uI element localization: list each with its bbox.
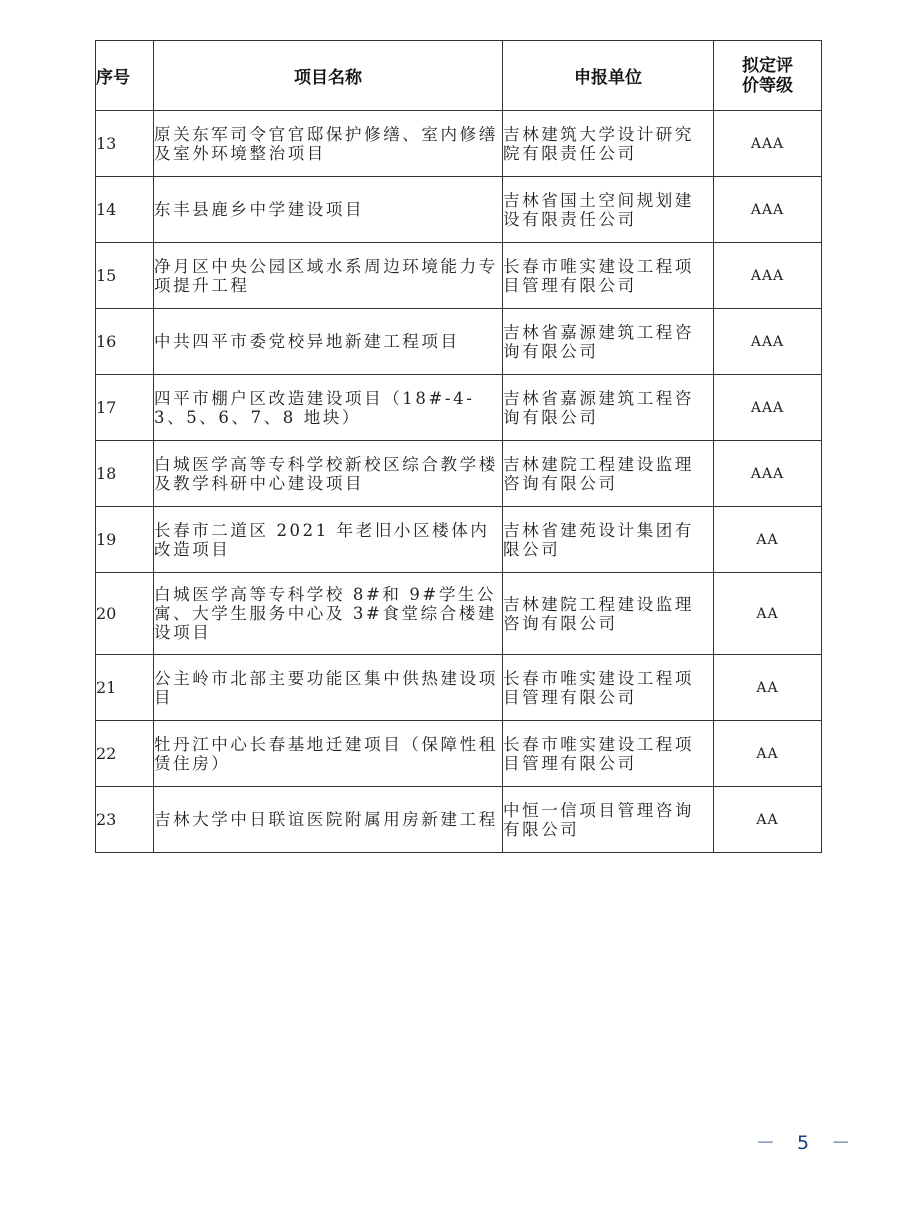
page-number: － 5 － — [756, 1132, 859, 1154]
cell-applicant-unit: 吉林建筑大学设计研究院有限责任公司 — [503, 111, 714, 177]
cell-project-name: 东丰县鹿乡中学建设项目 — [154, 177, 503, 243]
cell-grade: AAA — [714, 441, 822, 507]
cell-grade: AA — [714, 721, 822, 787]
cell-project-name: 白城医学高等专科学校新校区综合教学楼及教学科研中心建设项目 — [154, 441, 503, 507]
cell-seq: 13 — [96, 111, 154, 177]
cell-applicant-unit: 吉林建院工程建设监理咨询有限公司 — [503, 441, 714, 507]
cell-applicant-unit: 长春市唯实建设工程项目管理有限公司 — [503, 721, 714, 787]
cell-project-name: 原关东军司令官官邸保护修缮、室内修缮及室外环境整治项目 — [154, 111, 503, 177]
cell-grade: AA — [714, 787, 822, 853]
table-row — [96, 787, 822, 853]
table-header-row — [96, 41, 822, 111]
cell-grade: AAA — [714, 243, 822, 309]
cell-project-name: 四平市棚户区改造建设项目（18#-4-3、5、6、7、8 地块） — [154, 375, 503, 441]
cell-grade: AA — [714, 507, 822, 573]
cell-seq: 15 — [96, 243, 154, 309]
table-row — [96, 721, 822, 787]
cell-grade: AAA — [714, 375, 822, 441]
cell-applicant-unit: 吉林省国土空间规划建设有限责任公司 — [503, 177, 714, 243]
cell-project-name: 公主岭市北部主要功能区集中供热建设项目 — [154, 655, 503, 721]
table-row — [96, 309, 822, 375]
cell-seq: 17 — [96, 375, 154, 441]
cell-project-name: 白城医学高等专科学校 8#和 9#学生公寓、大学生服务中心及 3#食堂综合楼建设项目 — [154, 573, 503, 655]
header-project-name: 项目名称 — [154, 41, 503, 111]
cell-seq: 16 — [96, 309, 154, 375]
cell-seq: 21 — [96, 655, 154, 721]
cell-project-name: 牡丹江中心长春基地迁建项目（保障性租赁住房） — [154, 721, 503, 787]
cell-project-name: 吉林大学中日联谊医院附属用房新建工程 — [154, 787, 503, 853]
cell-seq: 20 — [96, 573, 154, 655]
cell-grade: AAA — [714, 111, 822, 177]
cell-grade: AAA — [714, 309, 822, 375]
header-seq: 序号 — [96, 41, 154, 111]
cell-seq: 19 — [96, 507, 154, 573]
header-proposed-grade: 拟定评价等级 — [714, 41, 822, 111]
cell-applicant-unit: 吉林省建苑设计集团有限公司 — [503, 507, 714, 573]
cell-seq: 14 — [96, 177, 154, 243]
cell-applicant-unit: 中恒一信项目管理咨询有限公司 — [503, 787, 714, 853]
cell-applicant-unit: 吉林省嘉源建筑工程咨询有限公司 — [503, 309, 714, 375]
cell-applicant-unit: 长春市唯实建设工程项目管理有限公司 — [503, 655, 714, 721]
table-row — [96, 507, 822, 573]
project-rating-table — [95, 40, 822, 853]
cell-grade: AA — [714, 573, 822, 655]
cell-project-name: 中共四平市委党校异地新建工程项目 — [154, 309, 503, 375]
cell-seq: 22 — [96, 721, 154, 787]
cell-applicant-unit: 吉林建院工程建设监理咨询有限公司 — [503, 573, 714, 655]
cell-grade: AAA — [714, 177, 822, 243]
cell-seq: 23 — [96, 787, 154, 853]
table-row — [96, 177, 822, 243]
table-row — [96, 441, 822, 507]
table-row — [96, 655, 822, 721]
cell-grade: AA — [714, 655, 822, 721]
table-row — [96, 375, 822, 441]
table-row — [96, 573, 822, 655]
table-row — [96, 111, 822, 177]
cell-project-name: 净月区中央公园区域水系周边环境能力专项提升工程 — [154, 243, 503, 309]
header-applicant-unit: 申报单位 — [503, 41, 714, 111]
cell-project-name: 长春市二道区 2021 年老旧小区楼体内改造项目 — [154, 507, 503, 573]
cell-applicant-unit: 吉林省嘉源建筑工程咨询有限公司 — [503, 375, 714, 441]
table-row — [96, 243, 822, 309]
cell-seq: 18 — [96, 441, 154, 507]
cell-applicant-unit: 长春市唯实建设工程项目管理有限公司 — [503, 243, 714, 309]
